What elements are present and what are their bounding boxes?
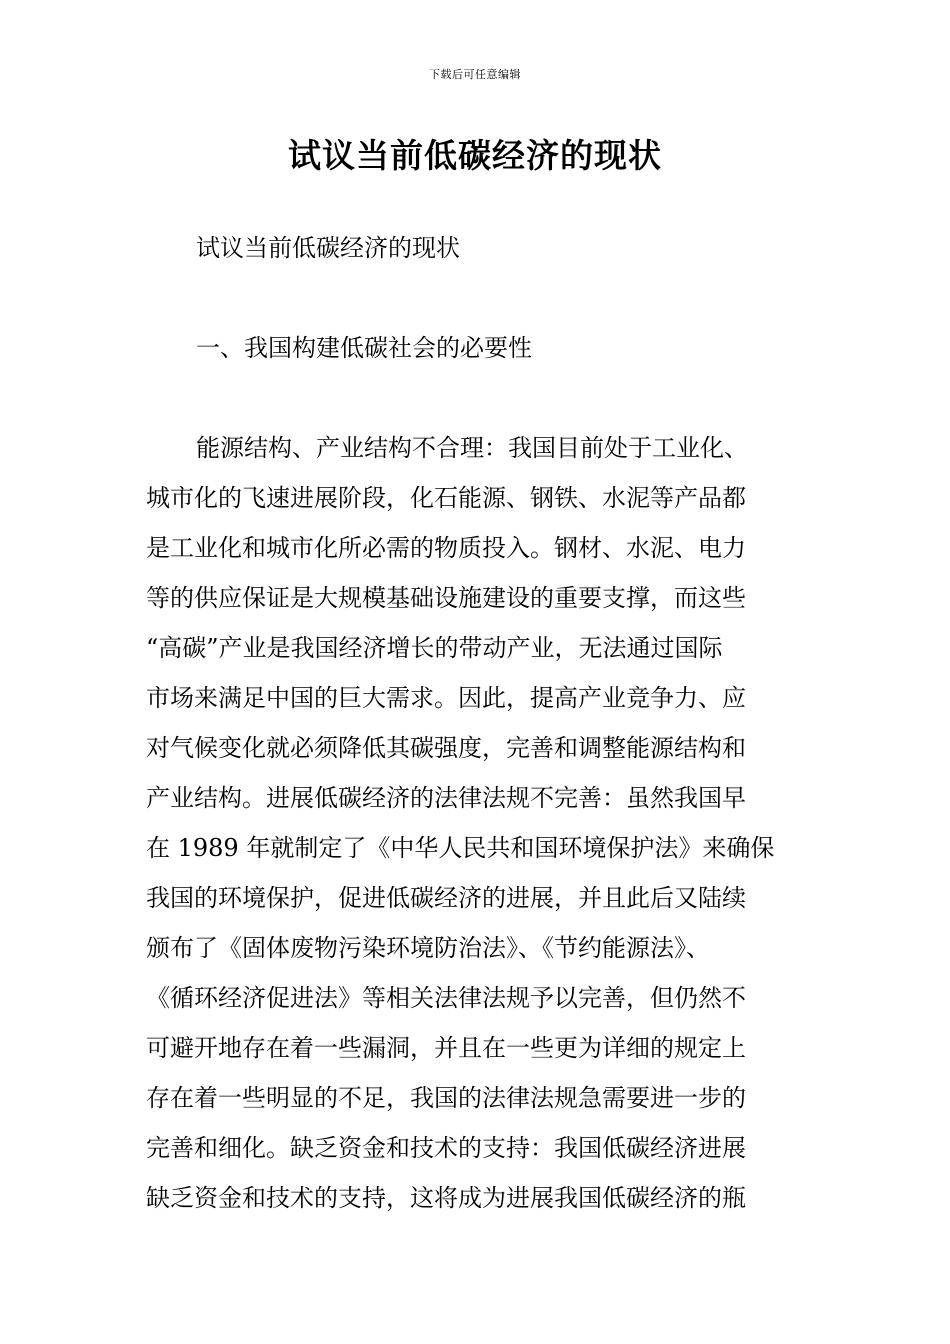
body-line: 完善和细化。缺乏资金和技术的支持：我国低碳经济进展 <box>146 1134 746 1162</box>
section-heading: 一、我国构建低碳社会的必要性 <box>196 334 532 362</box>
body-line: 城市化的飞速进展阶段，化石能源、钢铁、水泥等产品都 <box>146 484 746 512</box>
body-line: 颁布了《固体废物污染环境防治法》、《节约能源法》、 <box>146 934 710 962</box>
body-line: 我国的环境保护，促进低碳经济的进展，并且此后又陆续 <box>146 884 746 912</box>
body-line: 产业结构。进展低碳经济的法律法规不完善：虽然我国早 <box>146 784 746 812</box>
page-header: 下载后可任意编辑 <box>429 68 521 81</box>
body-line: 是工业化和城市化所必需的物质投入。钢材、水泥、电力 <box>146 534 746 562</box>
document-title: 试议当前低碳经济的现状 <box>288 136 662 175</box>
body-line: 缺乏资金和技术的支持，这将成为进展我国低碳经济的瓶 <box>146 1184 746 1212</box>
body-line: 能源结构、产业结构不合理：我国目前处于工业化、 <box>196 434 748 462</box>
subtitle: 试议当前低碳经济的现状 <box>196 234 460 262</box>
body-line: 在 1989 年就制定了《中华人民共和国环境保护法》来确保 <box>146 834 775 862</box>
body-line: “高碳”产业是我国经济增长的带动产业，无法通过国际 <box>146 634 723 662</box>
body-line: 对气候变化就必须降低其碳强度，完善和调整能源结构和 <box>146 734 746 762</box>
body-line: 存在着一些明显的不足，我国的法律法规急需要进一步的 <box>146 1084 746 1112</box>
body-line: 市场来满足中国的巨大需求。因此，提高产业竞争力、应 <box>146 684 746 712</box>
body-line: 等的供应保证是大规模基础设施建设的重要支撑，而这些 <box>146 584 746 612</box>
body-line: 《循环经济促进法》等相关法律法规予以完善，但仍然不 <box>146 984 746 1012</box>
body-line: 可避开地存在着一些漏洞，并且在一些更为详细的规定上 <box>146 1034 746 1062</box>
